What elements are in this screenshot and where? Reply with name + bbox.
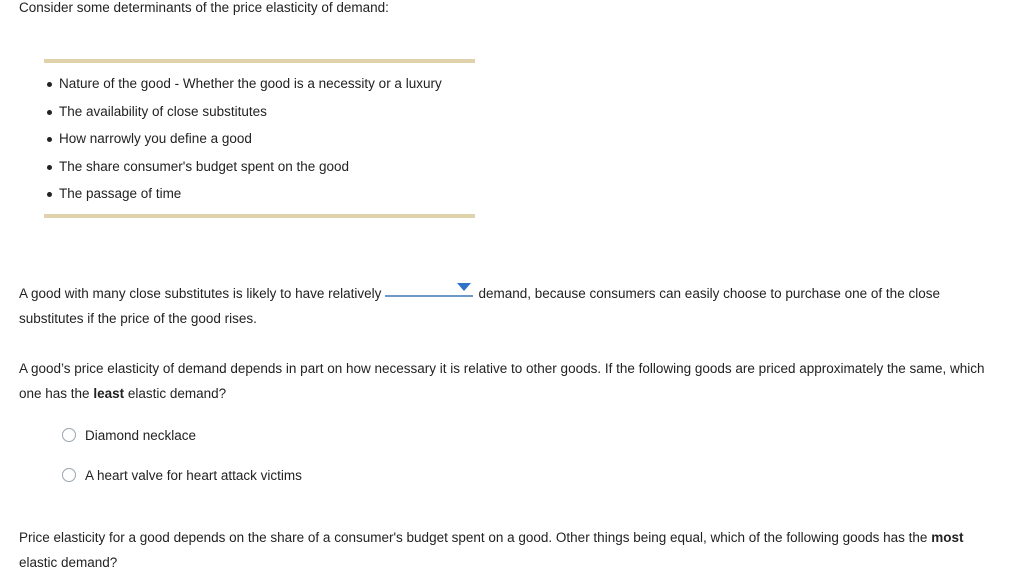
option-heart-valve[interactable] (62, 467, 302, 485)
bullet-icon (47, 192, 52, 197)
bullet-icon (47, 110, 52, 115)
determinant-label: How narrowly you define a good (59, 131, 252, 146)
question3-emphasis: most (931, 530, 964, 545)
question1 (19, 281, 989, 331)
radio-button[interactable] (62, 468, 76, 482)
list-item (44, 75, 442, 103)
option-diamond-necklace[interactable] (62, 427, 196, 445)
list-item (44, 158, 442, 186)
list-item (44, 130, 442, 158)
bullet-icon (47, 137, 52, 142)
question3 (19, 525, 994, 575)
radio-button[interactable] (62, 428, 76, 442)
question2-text-after: elastic demand? (127, 386, 227, 401)
intro-text: Consider some determinants of the price elasticity of demand: (19, 0, 389, 15)
list-item (44, 185, 442, 213)
question2-text-before: A good’s price elasticity of demand depends in part on how necessary it is relative to other goods. If the following goods are priced approximately the same, which one has the (19, 361, 985, 401)
question3-text-before: Price elasticity for a good depends on the share of a consumer's budget spent on a good. Other things being equal, which of the following goods has the (19, 530, 928, 545)
list-item (44, 103, 442, 131)
option-label: Diamond necklace (85, 428, 197, 443)
question2 (19, 356, 994, 406)
question2-emphasis: least (93, 386, 125, 401)
bullet-icon (47, 165, 52, 170)
elasticity-dropdown[interactable] (385, 279, 473, 297)
bullet-icon (47, 82, 52, 87)
option-label: A heart valve for heart attack victims (85, 468, 302, 483)
determinant-label: The share consumer's budget spent on the good (59, 158, 350, 174)
question1-text-before: A good with many close substitutes is likely to have relatively (19, 286, 382, 301)
determinant-label: The passage of time (59, 186, 182, 201)
determinant-label: The availability of close substitutes (59, 103, 267, 119)
question3-text-after: elastic demand? (19, 555, 118, 570)
question1-text-after: demand, because consumers can easily choose to purchase one of the close substitutes if the price of the good rises. (19, 286, 940, 326)
determinants-list (44, 75, 442, 213)
determinants-box (44, 59, 475, 218)
determinant-label: Nature of the good - Whether the good is a necessity or a luxury (59, 76, 442, 91)
caret-down-icon[interactable] (457, 283, 471, 291)
